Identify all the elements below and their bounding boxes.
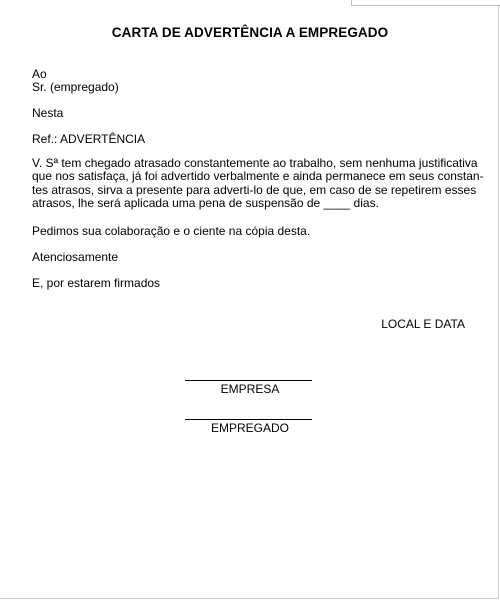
place-date: LOCAL E DATA (381, 317, 465, 331)
reference-line: Ref.: ADVERTÊNCIA (32, 132, 146, 146)
body-line: tes atrasos, sirva a presente para adverti-lo de que, em caso de se repetirem esses (32, 182, 477, 197)
company-signature-line (185, 380, 312, 381)
recipient-line-1: Ao (32, 67, 47, 81)
request-line: Pedimos sua colaboração e o ciente na cópia desta. (32, 224, 311, 238)
closing-line: Atenciosamente (32, 250, 119, 264)
company-signature-label: EMPRESA (220, 382, 280, 396)
body-line: que nos satisfaça, já foi advertido verbalmente e ainda permanece em seus constan- (32, 169, 484, 184)
body-line: atrasos, lhe será aplicada uma pena de suspensão de ____ dias. (32, 195, 379, 210)
body-paragraph (32, 156, 484, 210)
body-line: V. Sª tem chegado atrasado constantemente ao trabalho, sem nenhuma justificativa (32, 156, 478, 170)
document-title: CARTA DE ADVERTÊNCIA A EMPREGADO (111, 25, 389, 40)
location-line: Nesta (32, 106, 64, 120)
top-edge-tab (351, 0, 500, 6)
employee-signature-line (185, 419, 312, 420)
employee-signature-label: EMPREGADO (210, 421, 289, 435)
recipient-line-2: Sr. (empregado) (32, 80, 119, 94)
signed-note-line: E, por estarem firmados (32, 276, 161, 290)
